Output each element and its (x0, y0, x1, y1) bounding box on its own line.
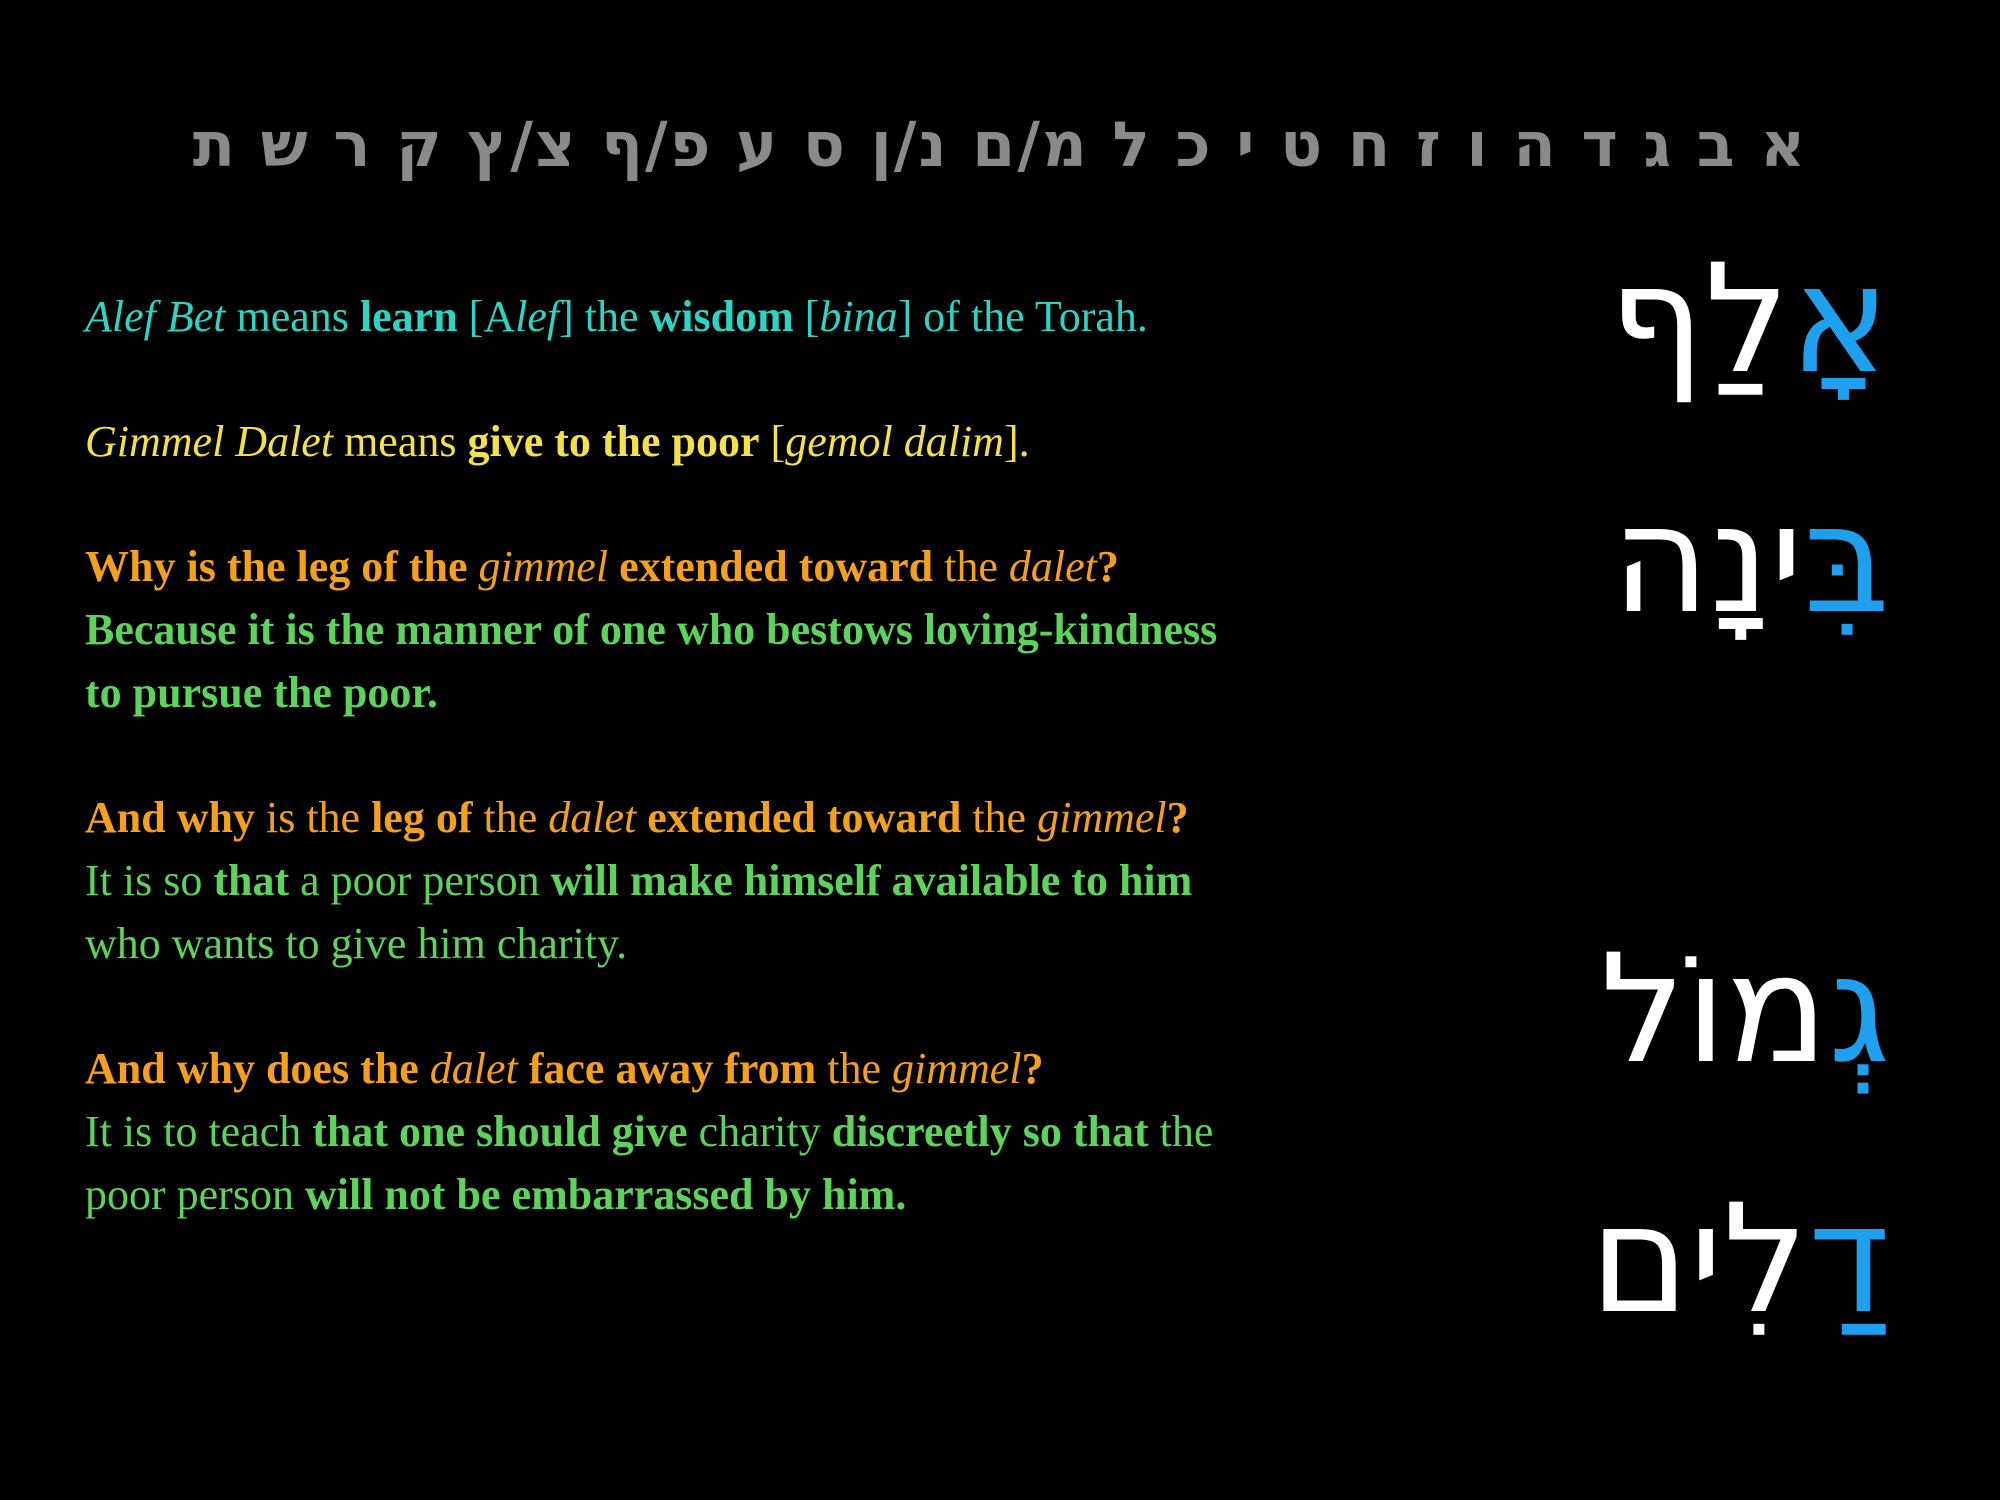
text: ] the (559, 292, 650, 341)
text: [A (457, 292, 516, 341)
question-line (85, 786, 1435, 849)
line (85, 285, 1435, 348)
text: And why does the (85, 1044, 430, 1093)
text: that one should give (312, 1107, 688, 1156)
text: [ (793, 292, 820, 341)
hebrew-rest: מוֹל (1600, 923, 1829, 1097)
text: that (213, 856, 290, 905)
term-dalet: dalet (1008, 542, 1097, 591)
term-wisdom: wisdom (649, 292, 794, 341)
term-gimmel-dalet: Gimmel Dalet (85, 417, 334, 466)
text: the (1148, 1107, 1214, 1156)
text: extended toward (636, 793, 962, 842)
text: the (816, 1044, 893, 1093)
text: means (225, 292, 360, 341)
answer-line (85, 1100, 1435, 1163)
text: extended toward (608, 542, 934, 591)
line (85, 410, 1435, 473)
term-learn: learn (359, 292, 458, 341)
text: [ (759, 417, 786, 466)
paragraph-dalet-face-away (85, 1037, 1435, 1226)
term-alef-bet: Alef Bet (85, 292, 226, 341)
hebrew-first-letter: בִּ (1803, 473, 1890, 647)
term-gimmel: gimmel (892, 1044, 1022, 1093)
text: ? (1166, 793, 1189, 842)
text: the (961, 793, 1038, 842)
text: will not be embarrassed by him. (304, 1170, 907, 1219)
term-dalet: dalet (548, 793, 637, 842)
text: ? (1021, 1044, 1044, 1093)
hebrew-word-dalim (1590, 1170, 1890, 1350)
answer-line (85, 1163, 1435, 1226)
term-gemol-dalim: gemol dalim (785, 417, 1004, 466)
text: the (933, 542, 1009, 591)
paragraph-gimmel-dalet (85, 410, 1435, 473)
text: a poor person (289, 856, 551, 905)
hebrew-first-letter: אָ (1789, 233, 1890, 407)
text: the (472, 793, 549, 842)
text: means (333, 417, 468, 466)
hebrew-rest: לַף (1608, 233, 1790, 407)
text: is the (254, 793, 372, 842)
answer-line (85, 849, 1435, 912)
hebrew-word-bina (1612, 470, 1890, 650)
text: face away from (517, 1044, 817, 1093)
hebrew-first-letter: דַ (1808, 1173, 1890, 1347)
text: ? (1096, 542, 1119, 591)
hebrew-rest: לִים (1589, 1173, 1809, 1347)
question-line (85, 1037, 1435, 1100)
explanation-text (85, 285, 1435, 1226)
hebrew-first-letter: גְ (1828, 923, 1890, 1097)
term-bina: bina (819, 292, 898, 341)
text: will make himself available to him (550, 856, 1193, 905)
text: And why (85, 793, 255, 842)
term-gimmel: gimmel (1037, 793, 1167, 842)
text: leg of (371, 793, 473, 842)
answer-line: Because it is the manner of one who bestows loving-kindness (85, 605, 1218, 654)
text: charity (687, 1107, 832, 1156)
answer-line: to pursue the poor. (85, 668, 438, 717)
paragraph-alef-bet (85, 285, 1435, 348)
paragraph-leg-of-dalet (85, 786, 1435, 975)
hebrew-alphabet-row: א ב ג ד ה ו ז ח ט י כ ל מ/ם נ/ן ס ע פ/ף צ/ץ ק ר ש ת (192, 108, 1808, 181)
text: ] of the Torah. (897, 292, 1148, 341)
term-lef: lef (515, 292, 560, 341)
text: Why is the leg of the (85, 542, 479, 591)
text: ]. (1003, 417, 1030, 466)
text: discreetly so that (831, 1107, 1149, 1156)
hebrew-rest: ינָה (1611, 473, 1804, 647)
hebrew-word-alef (1609, 230, 1890, 410)
text: poor person (85, 1170, 305, 1219)
hebrew-word-gemol (1600, 920, 1890, 1100)
term-give-to-the-poor: give to the poor (467, 417, 760, 466)
question-line (85, 535, 1435, 598)
text: It is so (85, 856, 214, 905)
term-gimmel: gimmel (478, 542, 609, 591)
text: It is to teach (85, 1107, 313, 1156)
paragraph-leg-of-gimmel (85, 535, 1435, 724)
term-dalet: dalet (429, 1044, 518, 1093)
answer-line: who wants to give him charity. (85, 919, 628, 968)
